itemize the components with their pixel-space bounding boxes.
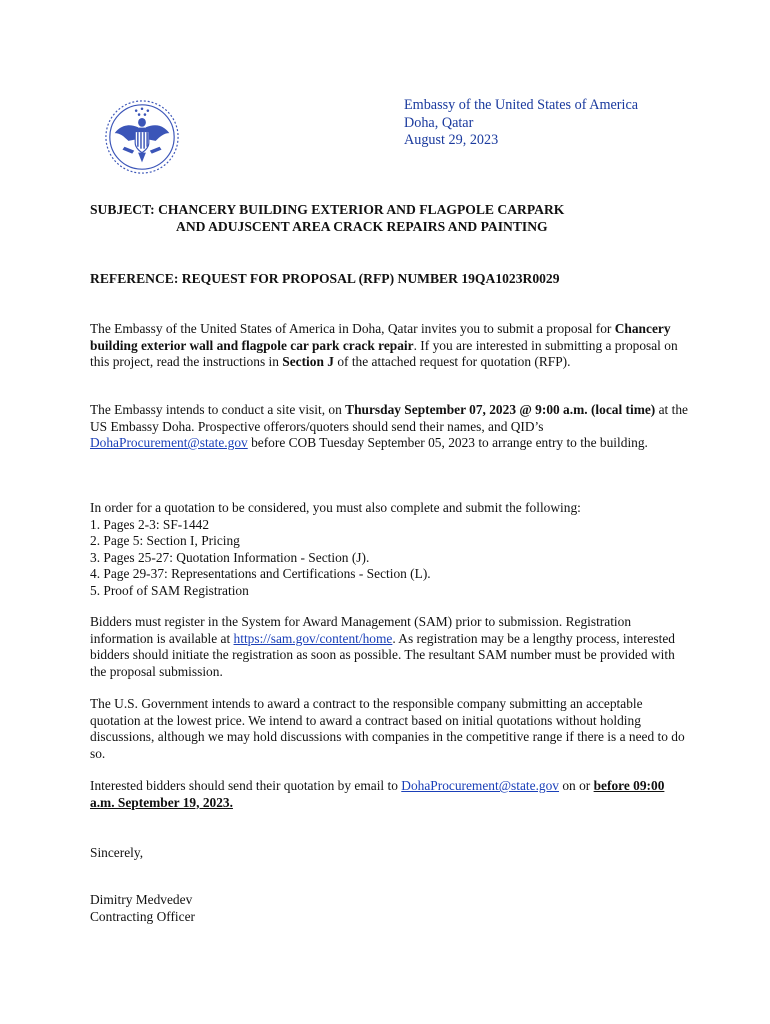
sender-name: Embassy of the United States of America <box>404 97 639 113</box>
submission-deadline: before 09:00 a.m. September 19, 2023. <box>90 778 665 810</box>
letter-date: August 29, 2023 <box>404 132 499 148</box>
text: Interested bidders should send their quotation by email to <box>90 778 402 793</box>
site-visit-paragraph <box>90 402 690 452</box>
sender-block <box>404 97 638 150</box>
text: . As registration may be a lengthy process, interested bidders should initiate the registration as soon as possible. The resultant SAM number must be provided with the proposal submission. <box>90 630 675 679</box>
us-great-seal-logo <box>103 98 181 176</box>
procurement-email-link[interactable]: DohaProcurement@state.gov <box>401 778 560 793</box>
requirements-intro: In order for a quotation to be considered, you must also complete and submit the following: <box>90 500 581 515</box>
procurement-email-link[interactable]: DohaProcurement@state.gov <box>90 435 248 450</box>
text: . If you are interested in submitting a proposal on this project, read the instructions in <box>90 337 678 369</box>
section-ref: Section J <box>282 354 334 369</box>
intro-paragraph <box>90 321 690 371</box>
list-item: 2. Page 5: Section I, Pricing <box>90 533 240 548</box>
award-paragraph: The U.S. Government intends to award a contract to the responsible company submitting an acceptable quotation at the lowest price. We intend to award a contract based on initial quotations without holding discussions, although we may hold discussions with companies in the competitive range if there is a need to do so. <box>90 696 685 761</box>
requirements-paragraph <box>90 500 690 599</box>
text: of the attached request for quotation (RFP). <box>333 354 571 369</box>
text: on or <box>559 778 594 793</box>
text: before COB Tuesday September 05, 2023 to arrange entry to the building. <box>247 435 648 450</box>
list-item: 3. Pages 25-27: Quotation Information - Section (J). <box>90 549 370 565</box>
sender-location: Doha, Qatar <box>404 114 474 131</box>
signature-block <box>90 892 690 925</box>
text: The Embassy intends to conduct a site visit, on <box>90 402 346 417</box>
list-item: 1. Pages 2-3: SF-1442 <box>90 516 210 532</box>
signer-title: Contracting Officer <box>90 908 195 924</box>
text: The Embassy of the United States of America in Doha, Qatar invites you to submit a proposal for <box>90 321 615 336</box>
reference-heading: REFERENCE: REQUEST FOR PROPOSAL (RFP) NUMBER 19QA1023R0029 <box>90 271 560 286</box>
subject-line-2: AND ADUJSCENT AREA CRACK REPAIRS AND PAINTING <box>176 219 548 234</box>
text: at the US Embassy Doha. Prospective offerors/quoters should send their names, and QID’s <box>90 402 688 434</box>
list-item: 5. Proof of SAM Registration <box>90 582 249 598</box>
sam-website-link[interactable]: https://sam.gov/content/home <box>233 630 393 646</box>
text: Bidders must register in the System for Award Management (SAM) prior to submission. Registration information is available at <box>90 614 632 646</box>
subject-heading <box>90 201 564 235</box>
sam-registration-paragraph <box>90 614 690 680</box>
submission-paragraph <box>90 778 690 811</box>
project-name: Chancery building exterior wall and flagpole car park crack repair <box>90 321 671 353</box>
list-item: 4. Page 29-37: Representations and Certifications - Section (L). <box>90 566 431 581</box>
subject-line-1: SUBJECT: CHANCERY BUILDING EXTERIOR AND FLAGPOLE CARPARK <box>90 202 565 217</box>
signer-name: Dimitry Medvedev <box>90 892 193 907</box>
closing: Sincerely, <box>90 845 144 860</box>
site-visit-date: Thursday September 07, 2023 @ 9:00 a.m. (local time) <box>345 402 656 417</box>
